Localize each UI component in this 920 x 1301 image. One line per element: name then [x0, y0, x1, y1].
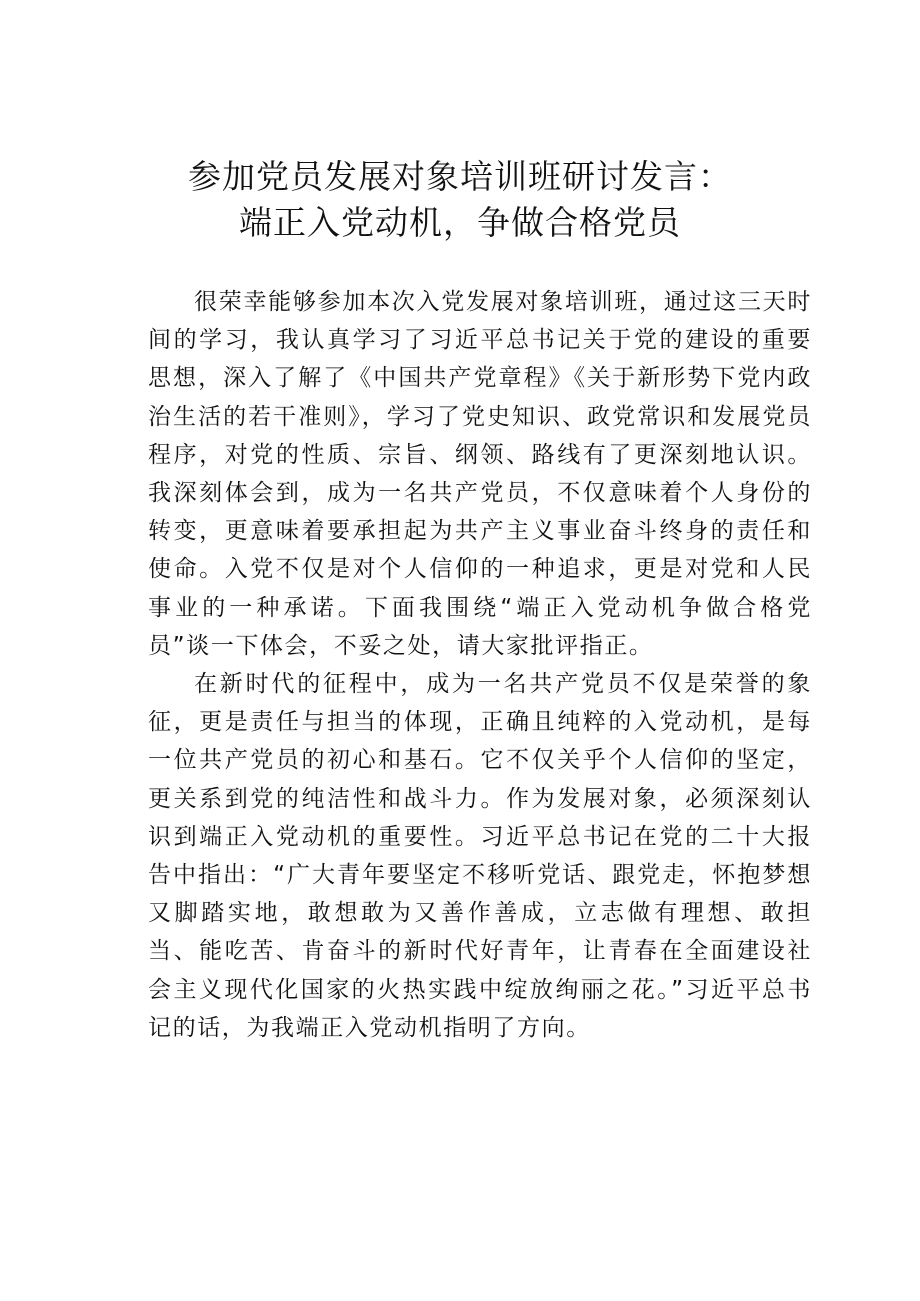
document-body [148, 283, 812, 1047]
title-line-2: 端正入党动机，争做合格党员 [239, 203, 681, 242]
paragraph-2: 在新时代的征程中，成为一名共产党员不仅是荣誉的象征，更是责任与担当的体现，正确且纯粹的入党动机，是每一位共产党员的初心和基石。它不仅关乎个人信仰的坚定，更关系到党的纯洁性和战斗力。作为发展对象，必须深刻认识到端正入党动机的重要性。习近平总书记在党的二十大报告中指出：“广大青年要坚定不移听党话、跟党走，怀抱梦想又脚踏实地，敢想敢为又善作善成，立志做有理想、敢担当、能吃苦、肯奋斗的新时代好青年，让青春在全面建设社会主义现代化国家的火热实践中绽放绚丽之花。”习近平总书记的话，为我端正入党动机指明了方向。 [148, 671, 812, 1041]
document-title [0, 154, 920, 246]
title-line-1: 参加党员发展对象培训班研讨发言： [188, 157, 732, 196]
paragraph-1: 很荣幸能够参加本次入党发展对象培训班，通过这三天时间的学习，我认真学习了习近平总书记关于党的建设的重要思想，深入了解了《中国共产党章程》《关于新形势下党内政治生活的若干准则》，学习了党史知识、政党常识和发展党员程序，对党的性质、宗旨、纲领、路线有了更深刻地认识。我深刻体会到，成为一名共产党员，不仅意味着个人身份的转变，更意味着要承担起为共产主义事业奋斗终身的责任和使命。入党不仅是对个人信仰的一种追求，更是对党和人民事业的一种承诺。下面我围绕“端正入党动机争做合格党员”谈一下体会，不妥之处，请大家批评指正。 [148, 289, 812, 659]
